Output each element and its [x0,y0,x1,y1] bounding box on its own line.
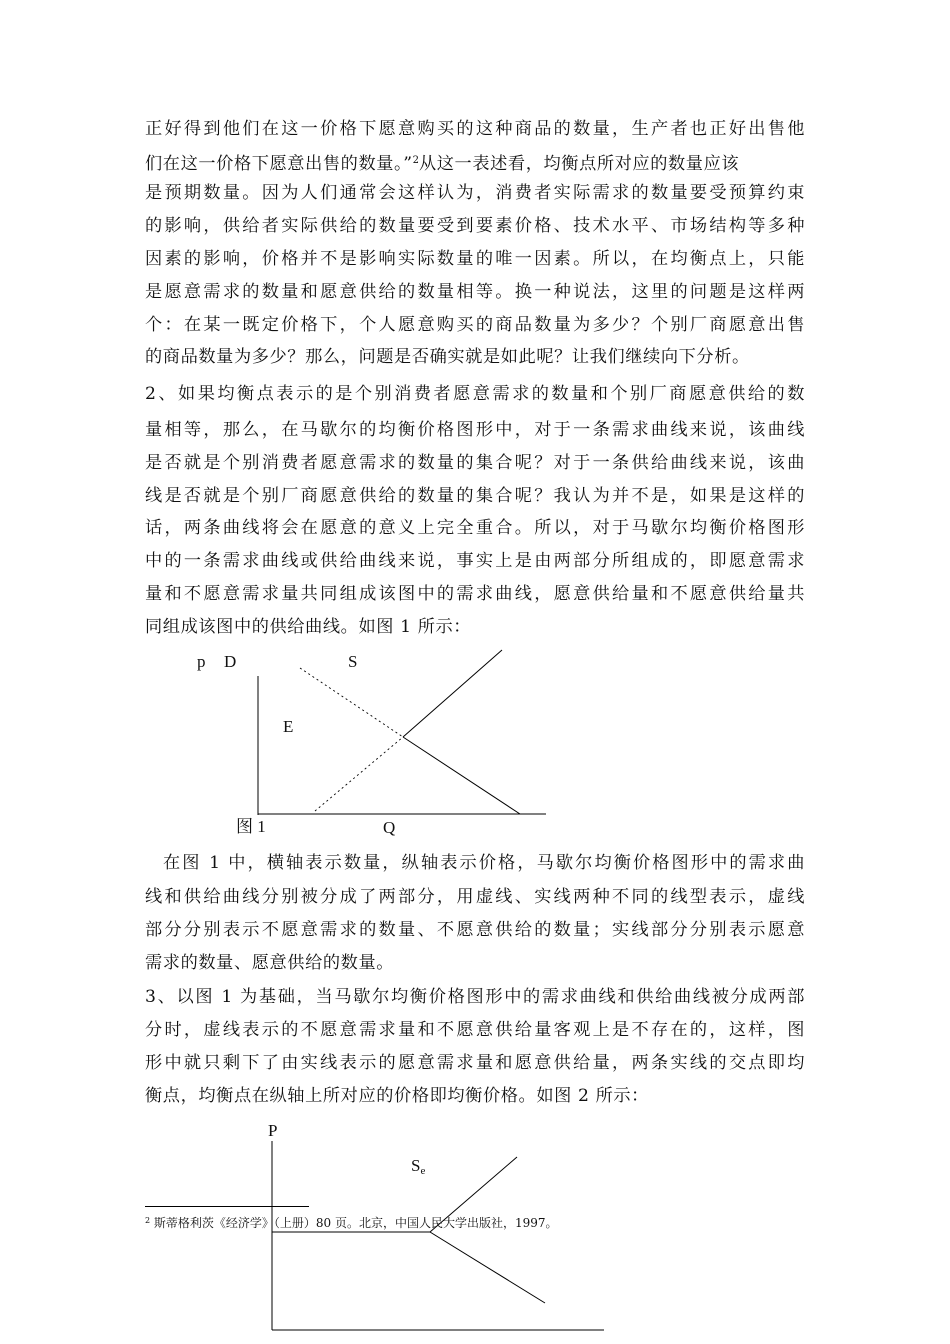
fig2-label-p: P [268,1121,278,1140]
text-line: 正好得到他们在这一价格下愿意购买的这种商品的数量，生产者也正好出售他 [145,119,805,139]
text-line: 是愿意需求的数量和愿意供给的数量相等。换一种说法，这里的问题是这样两 [145,282,805,302]
text-line: 线和供给曲线分别被分成了两部分，用虚线、实线两种不同的线型表示，虚线 [145,887,805,907]
text-line: 是否就是个别消费者愿意需求的数量的集合呢？对于一条供给曲线来说，该曲 [145,453,805,473]
footnote-number: 2 [145,1216,151,1225]
text-line: 2、如果均衡点表示的是个别消费者愿意需求的数量和个别厂商愿意供给的数 [145,384,805,404]
footnote-text: 斯蒂格利茨《经济学》（上册）80 页。北京，中国人民大学出版社，1997。 [153,1216,558,1230]
footnote-separator [145,1206,309,1207]
fig1-label-q: Q [383,818,396,837]
text-line: 需求的数量、愿意供给的数量。 [145,953,395,973]
text-line: 是预期数量。因为人们通常会这样认为，消费者实际需求的数量要受预算约束 [145,183,805,203]
text-line: 在图 1 中，横轴表示数量，纵轴表示价格，马歇尔均衡价格图形中的需求曲 [163,853,805,873]
text-line: 话，两条曲线将会在愿意的意义上完全重合。所以，对于马歇尔均衡价格图形 [145,518,805,538]
text-line: 部分分别表示不愿意需求的数量、不愿意供给的数量；实线部分分别表示愿意 [145,920,805,940]
fig1-caption: 图 1 [236,817,266,836]
text-line: 个：在某一既定价格下，个人愿意购买的商品数量为多少？个别厂商愿意出售 [145,315,805,335]
text-line: 量和不愿意需求量共同组成该图中的需求曲线，愿意供给量和不愿意供给量共 [145,584,805,604]
text-line: 衡点，均衡点在纵轴上所对应的价格即均衡价格。如图 2 所示： [145,1086,649,1106]
text-fragment: 们在这一价格下愿意出售的数量。” [145,154,413,174]
text-line: 的商品数量为多少？那么，问题是否确实就是如此呢？让我们继续向下分析。 [145,347,750,367]
text-line: 的影响，供给者实际供给的数量要受到要素价格、技术水平、市场结构等多种 [145,216,805,236]
text-line: 量相等，那么，在马歇尔的均衡价格图形中，对于一条需求曲线来说，该曲线 [145,420,805,440]
footnote [145,1213,558,1231]
fig2-label-se [411,1156,425,1181]
text-fragment: 从这一表述看，均衡点所对应的数量应该 [418,154,740,174]
fig2-label-se-sub: e [420,1165,426,1177]
text-line: 形中就只剩下了由实线表示的愿意需求量和愿意供给量，两条实线的交点即均 [145,1053,805,1073]
text-line: 线是否就是个别厂商愿意供给的数量的集合呢？我认为并不是，如果是这样的 [145,486,805,506]
text-line: 中的一条需求曲线或供给曲线来说，事实上是由两部分所组成的，即愿意需求 [145,551,805,571]
text-line: 分时，虚线表示的不愿意需求量和不愿意供给量客观上是不存在的，这样，图 [145,1020,805,1040]
fig2-demand-solid [430,1232,545,1303]
fig1-label-d: D [224,652,237,671]
fig1-label-p: p [197,652,206,671]
text-line: 因素的影响，价格并不是影响实际数量的唯一因素。所以，在均衡点上，只能 [145,249,805,269]
footnote-marker[interactable]: 2 [412,155,419,166]
fig2-label-se-main: S [411,1156,421,1175]
fig1-label-e: E [283,717,294,736]
text-line: 3、以图 1 为基础，当马歇尔均衡价格图形中的需求曲线和供给曲线被分成两部 [145,987,805,1007]
fig1-label-s: S [348,652,358,671]
text-line: 同组成该图中的供给曲线。如图 1 所示： [145,617,472,637]
